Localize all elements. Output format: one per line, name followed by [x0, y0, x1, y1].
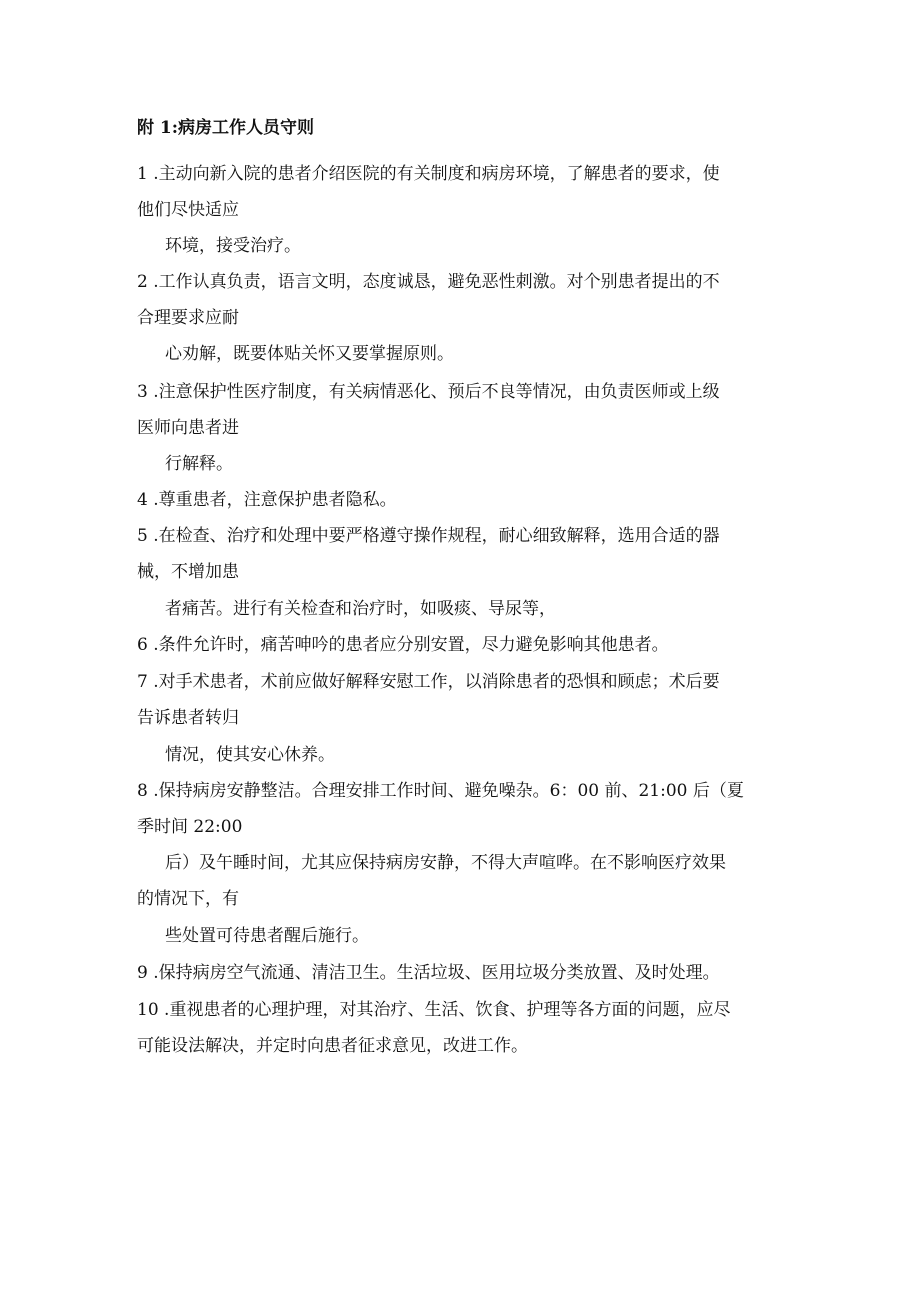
rule-8-line-5: 些处置可待患者醒后施行。 — [165, 926, 369, 946]
rule-4-line-1: 4 .尊重患者，注意保护患者隐私。 — [137, 490, 397, 510]
rule-9-line-1: 9 .保持病房空气流通、清洁卫生。生活垃圾、医用垃圾分类放置、及时处理。 — [137, 963, 720, 983]
rule-3-line-2: 医师向患者进 — [137, 418, 239, 438]
rule-1-line-2: 他们尽快适应 — [137, 200, 239, 220]
rule-2-line-3: 心劝解，既要体贴关怀又要掌握原则。 — [165, 344, 454, 364]
rule-2-line-2: 合理要求应耐 — [137, 308, 239, 328]
rule-7-line-1: 7 .对手术患者，术前应做好解释安慰工作，以消除患者的恐惧和顾虑；术后要 — [137, 672, 720, 692]
rule-10-line-2: 可能设法解决，并定时向患者征求意见，改进工作。 — [137, 1036, 528, 1056]
rule-5-line-2: 械，不增加患 — [137, 562, 239, 582]
rule-8-line-4: 的情况下，有 — [137, 889, 239, 909]
rule-2-line-1: 2 .工作认真负责，语言文明，态度诚恳，避免恶性刺激。对个别患者提出的不 — [137, 272, 720, 292]
rule-3-line-3: 行解释。 — [165, 454, 233, 474]
rule-7-line-2: 告诉患者转归 — [137, 708, 239, 728]
rule-8-line-1: 8 .保持病房安静整洁。合理安排工作时间、避免噪杂。6：00 前、21:00 后（夏 — [137, 781, 744, 801]
rule-10-line-1: 10 .重视患者的心理护理，对其治疗、生活、饮食、护理等各方面的问题，应尽 — [137, 1000, 731, 1020]
rule-1-line-1: 1 .主动向新入院的患者介绍医院的有关制度和病房环境，了解患者的要求，使 — [137, 164, 720, 184]
rule-5-line-3: 者痛苦。进行有关检查和治疗时，如吸痰、导尿等， — [165, 599, 556, 619]
rule-5-line-1: 5 .在检查、治疗和处理中要严格遵守操作规程，耐心细致解释，选用合适的器 — [137, 526, 720, 546]
rule-1-line-3: 环境，接受治疗。 — [165, 236, 301, 256]
rule-6-line-1: 6 .条件允许时，痛苦呻吟的患者应分别安置，尽力避免影响其他患者。 — [137, 635, 669, 655]
rule-7-line-3: 情况，使其安心休养。 — [165, 745, 335, 765]
rule-8-line-3: 后）及午睡时间，尤其应保持病房安静，不得大声喧哗。在不影响医疗效果 — [165, 853, 726, 873]
document-title: 附 1:病房工作人员守则 — [137, 118, 315, 138]
rule-8-line-2: 季时间 22:00 — [137, 817, 243, 837]
rule-3-line-1: 3 .注意保护性医疗制度，有关病情恶化、预后不良等情况，由负责医师或上级 — [137, 382, 720, 402]
